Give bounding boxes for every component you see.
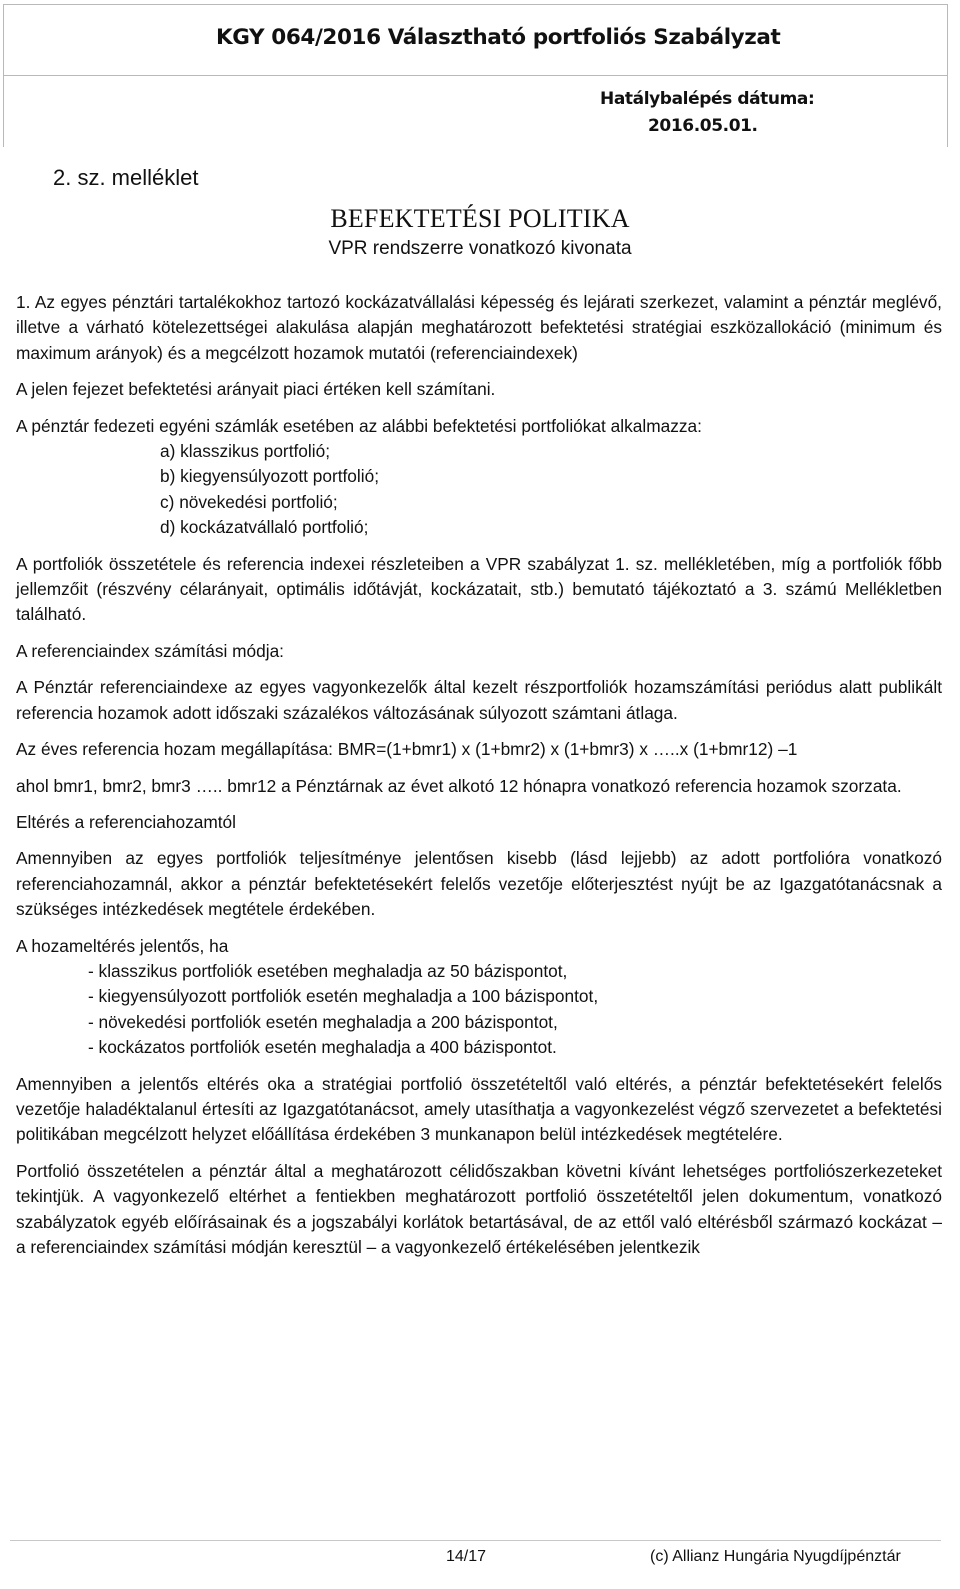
- effective-date-label: Hatálybalépés dátuma:: [600, 89, 815, 109]
- paragraph: A portfoliók összetétele és referencia indexei részleteiben a VPR szabályzat 1. sz. mellékletében, míg a portfoliók főbb jellemzőit (részvény célarányait, optimális időtávját, kockázatait, stb.) bemutató tájékoztató a 3. számú Mellékletben található.: [16, 553, 942, 625]
- portfolio-list: [16, 439, 942, 541]
- paragraph: Portfolió összetételen a pénztár által a meghatározott célidőszakban követni kívánt lehetséges portfoliószerkezeteket tekintjük. A vagyonkezelő eltérhet a fentiekben meghatározott portfolió összetételtől jelen dokumentum, vonatkozó szabályzatok egyéb előírásainak és a jogszabályi korlátok betartásával, de az ettől való eltérésből származó kockázat – a referenciaindex számítási módján keresztül – a vagyonkezelő értékelésében jelentkezik: [16, 1160, 942, 1257]
- paragraph: A Pénztár referenciaindexe az egyes vagyonkezelők által kezelt részportfoliók hozamszámítási periódus alatt publikált referencia hozamok adott időszaki százalékos változásának súlyozott számtani átlaga.: [16, 677, 942, 723]
- list-item: d) kockázatvállaló portfolió;: [160, 517, 369, 538]
- paragraph: A hozameltérés jelentős, ha: [16, 935, 229, 956]
- footer-divider: [10, 1540, 941, 1541]
- list-item: - klasszikus portfoliók esetében meghaladja az 50 bázispontot,: [88, 960, 568, 981]
- formula-paragraph: Az éves referencia hozam megállapítása: BMR=(1+bmr1) x (1+bmr2) x (1+bmr3) x …..x (1+bmr12) –1: [16, 739, 798, 760]
- paragraph: Amennyiben az egyes portfoliók teljesítménye jelentősen kisebb (lásd lejjebb) az adott portfolióra vonatkozó referenciahozamnál, akkor a pénztár befektetésekért felelős vezetője előterjesztést nyújt be az Igazgatótanácsnak a szükséges intézkedések megtétele érdekében.: [16, 848, 942, 920]
- effective-date: 2016.05.01.: [648, 116, 758, 136]
- list-item: b) kiegyensúlyozott portfolió;: [160, 466, 380, 487]
- section-heading-paragraph: 1. Az egyes pénztári tartalékokhoz tartozó kockázatvállalási képesség és lejárati szerkezet, valamint a pénztár meglévő, illetve a várható kötelezettségei alakulása alapján meghatározott befektetési stratégiai eszközallokáció (minimum és maximum arányok) és a megcélzott hozamok mutatói (referenciaindexek): [16, 292, 942, 363]
- list-item: - növekedési portfoliók esetén meghaladja a 200 bázispontot,: [88, 1011, 558, 1032]
- page-number: 14/17: [446, 1548, 487, 1565]
- paragraph: Amennyiben a jelentős eltérés oka a stratégiai portfolió összetételtől való eltérés, a pénztár befektetésekért felelős vezetője haladéktalanul értesíti az Igazgatótanácsot, amely utasíthatja a vagyonkezelést végző szervezetet a befektetési politikában megcélzott helyzet előállítása érdekében 3 munkanapon belül intézkedések megtételére.: [16, 1073, 942, 1145]
- list-item: - kockázatos portfoliók esetén meghaladja a 400 bázispontot.: [88, 1037, 557, 1058]
- main-title: BEFEKTETÉSI POLITIKA: [330, 204, 630, 233]
- header-divider: [3, 75, 947, 76]
- paragraph: ahol bmr1, bmr2, bmr3 ….. bmr12 a Pénztárnak az évet alkotó 12 hónapra vonatkozó referencia hozamok szorzata.: [16, 775, 902, 796]
- document-body: [16, 290, 942, 1260]
- subtitle: VPR rendszerre vonatkozó kivonata: [328, 238, 632, 259]
- document-title: KGY 064/2016 Választható portfoliós Szabályzat: [216, 25, 781, 50]
- annex-label: 2. sz. melléklet: [53, 165, 199, 190]
- list-item: a) klasszikus portfolió;: [160, 441, 330, 462]
- copyright: (c) Allianz Hungária Nyugdíjpénztár: [650, 1548, 901, 1565]
- paragraph: A jelen fejezet befektetési arányait piaci értéken kell számítani.: [16, 379, 496, 400]
- threshold-list: [16, 959, 942, 1061]
- paragraph: A referenciaindex számítási módja:: [16, 640, 284, 661]
- list-item: c) növekedési portfolió;: [160, 491, 338, 512]
- list-item: - kiegyensúlyozott portfoliók esetén meghaladja a 100 bázispontot,: [88, 986, 599, 1007]
- paragraph: Eltérés a referenciahozamtól: [16, 811, 236, 832]
- paragraph: A pénztár fedezeti egyéni számlák esetében az alábbi befektetési portfoliókat alkalmazza:: [16, 415, 702, 436]
